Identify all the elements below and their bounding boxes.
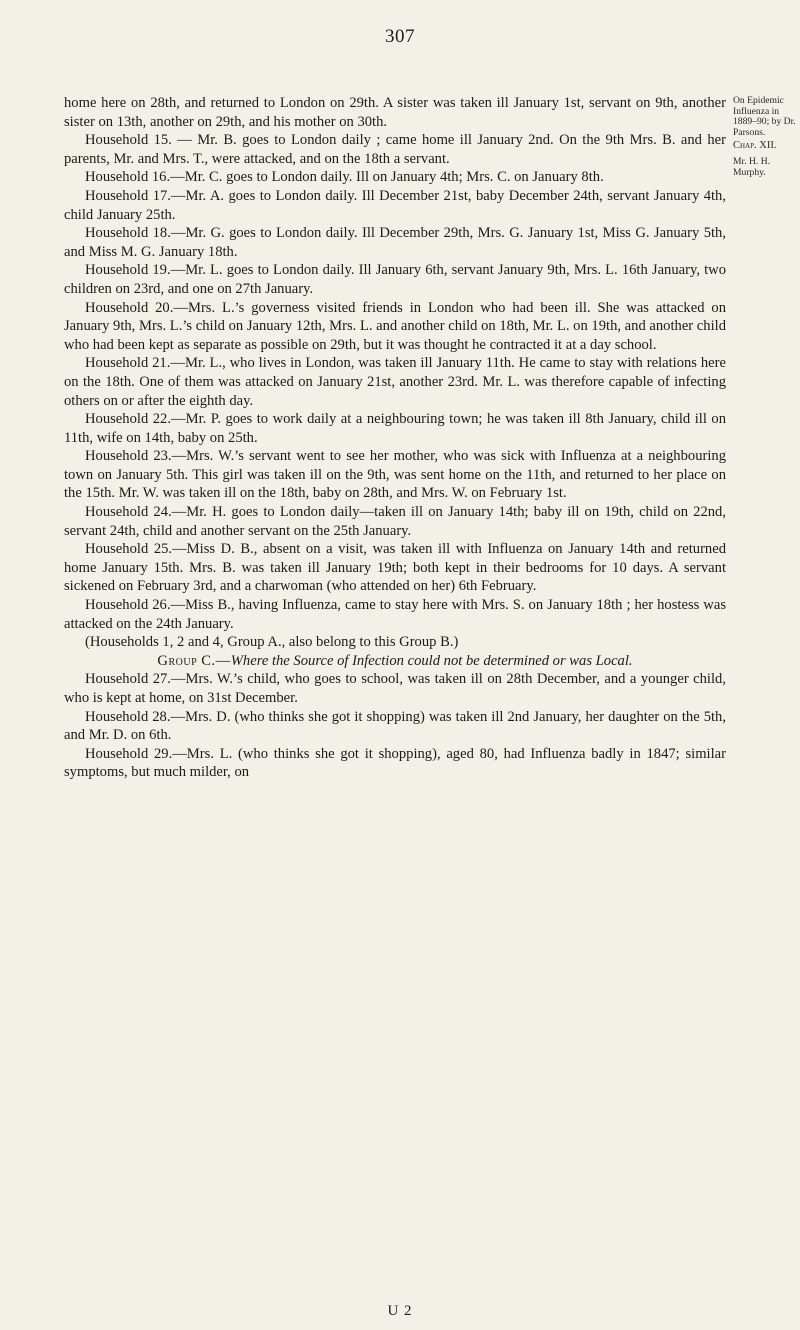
signature-mark: U 2	[387, 1303, 413, 1319]
paragraph: Household 25.—Miss D. B., absent on a visit, was taken ill with Influenza on January 14th and returned home January 15th. Mrs. B. was taken ill January 19th; both kept in their bedrooms for 10 days. A servant sickened on February 3rd, and a charwoman (who attended on her) 6th February.	[64, 541, 726, 595]
body-text	[64, 94, 726, 782]
paragraph: Household 21.—Mr. L., who lives in London, was taken ill January 11th. He came to stay with relations here on the 18th. One of them was attacked on January 21st, another 23rd. Mr. L. was therefore capable of infecting others on or after the eighth day.	[64, 355, 726, 409]
paragraph: Household 18.—Mr. G. goes to London daily. Ill December 29th, Mrs. G. January 1st, Miss G. January 5th, and Miss M. G. January 18th.	[64, 225, 726, 260]
paragraph: Household 28.—Mrs. D. (who thinks she got it shopping) was taken ill 2nd January, her daughter on the 5th, and Mr. D. on 6th.	[64, 708, 726, 744]
paragraph: Household 29.—Mrs. L. (who thinks she got it shopping), aged 80, had Influenza badly in 1847; similar symptoms, but much milder, on	[64, 745, 726, 781]
paragraph: Household 19.—Mr. L. goes to London daily. Ill January 6th, servant January 9th, Mrs. L. 16th January, two children on 23rd, and one on 27th January.	[64, 262, 726, 297]
group-title: Where the Source of Infection could not be determined or was Local.	[230, 652, 633, 669]
page-number: 307	[385, 26, 415, 47]
paragraph: Household 27.—Mrs. W.’s child, who goes to school, was taken ill on 28th December, and a younger child, who is kept at home, on 31st December.	[64, 671, 726, 706]
paragraph: Household 23.—Mrs. W.’s servant went to see her mother, who was sick with Influenza at a neighbouring town on January 5th. This girl was taken ill on the 9th, was sent home on the 11th, and returned to her place on the 15th. Mr. W. was taken ill on the 18th, baby on 28th, and Mrs. W. on February 1st.	[64, 448, 726, 502]
paragraph: Household 16.—Mr. C. goes to London daily. Ill on January 4th; Mrs. C. on January 8th.	[85, 169, 604, 186]
paragraph: Household 24.—Mr. H. goes to London daily—taken ill on January 14th; baby ill on 19th, child on 22nd, servant 24th, child and another servant on the 25th January.	[64, 504, 726, 539]
paragraph: Household 15. — Mr. B. goes to London daily ; came home ill January 2nd. On the 9th Mrs. B. and her parents, Mr. and Mrs. T., were attacked, and on the 18th a servant.	[64, 132, 726, 167]
paragraph: Household 17.—Mr. A. goes to London daily. Ill December 21st, baby December 24th, servant January 4th, child January 25th.	[64, 187, 726, 223]
paragraph: home here on 28th, and returned to London on 29th. A sister was taken ill January 1st, servant on 9th, another sister on 13th, another on 29th, and his mother on 30th.	[64, 95, 726, 130]
group-heading	[64, 652, 726, 671]
paragraph: Household 26.—Miss B., having Influenza, came to stay here with Mrs. S. on January 18th ; her hostess was attacked on the 24th January.	[64, 597, 726, 632]
margin-note-topic: On Epidemic Influenza in 1889–90; by Dr. Parsons.	[733, 95, 796, 138]
paragraph: Household 20.—Mrs. L.’s governess visited friends in London who had been ill. She was attacked on January 9th, Mrs. L.’s child on January 12th, Mrs. L. and another child on 18th, Mr. L. on 19th, and another child who had been kept as separate as possible on 29th, but it was thought he contracted it at a day school.	[64, 299, 726, 353]
paragraph: Household 22.—Mr. P. goes to work daily at a neighbouring town; he was taken ill 8th January, child ill on 11th, wife on 14th, baby on 25th.	[64, 411, 726, 446]
margin-note-chapter: Chap. XII.	[733, 140, 777, 151]
paragraph: (Households 1, 2 and 4, Group A., also belong to this Group B.)	[85, 634, 459, 651]
group-label: Group C.—	[157, 652, 231, 669]
margin-note-author: Mr. H. H. Murphy.	[733, 156, 771, 178]
